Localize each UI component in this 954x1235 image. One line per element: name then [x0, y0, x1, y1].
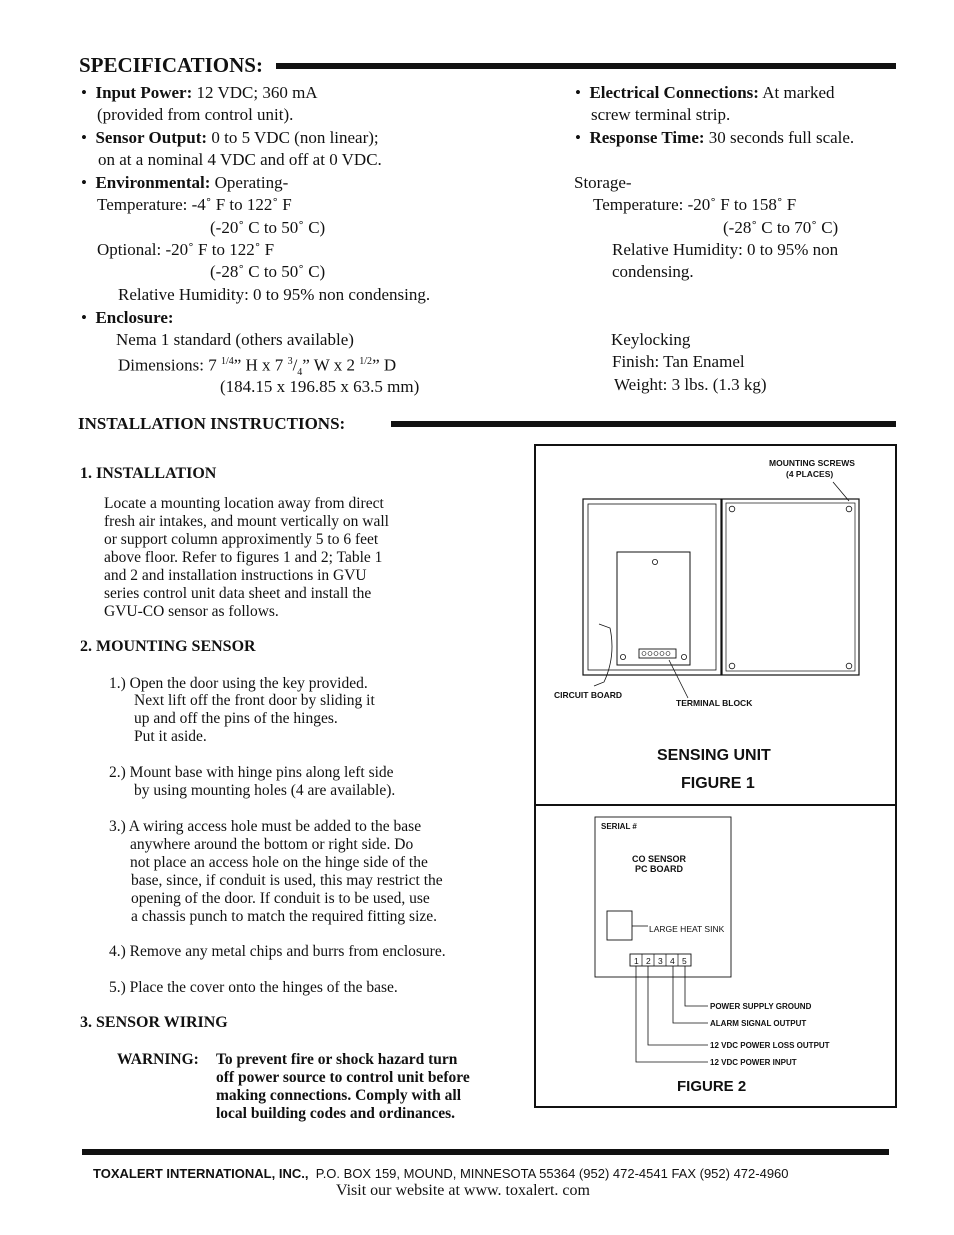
enclosure-nema: Nema 1 standard (others available) — [116, 330, 354, 349]
width-slash: / — [292, 355, 298, 375]
warning-line: local building codes and ordinances. — [216, 1105, 456, 1122]
width-denominator: 4 — [297, 367, 303, 379]
dimensions-mm: (184.15 x 196.85 x 63.5 mm) — [220, 377, 420, 396]
text-line: Locate a mounting location away from direct — [104, 495, 384, 512]
bullet: • — [81, 173, 87, 192]
dimensions-prefix: Dimensions: 7 — [118, 355, 221, 375]
terminal-3: 3 — [658, 956, 663, 966]
co-sensor-label: CO SENSOR — [632, 854, 687, 864]
input-power-cont: (provided from control unit). — [97, 105, 294, 124]
power-ground-label: POWER SUPPLY GROUND — [710, 1002, 812, 1011]
text-line: and 2 and installation instructions in GVU — [104, 567, 367, 584]
depth-unit: ” D — [372, 355, 397, 375]
optional-temperature-c: (-28˚ C to 50˚ C) — [210, 262, 326, 281]
width-unit: ” W x 2 — [302, 355, 360, 375]
bullet: • — [81, 308, 87, 327]
text-line: or support column approximently 5 to 6 feet — [104, 531, 379, 548]
heat-sink — [607, 911, 632, 940]
board-screw — [620, 654, 625, 659]
company-address: P.O. BOX 159, MOUND, MINNESOTA 55364 (952) 472-4541 FAX (952) 472-4960 — [315, 1166, 789, 1181]
storage-label: Storage- — [574, 173, 632, 192]
step3-line: a chassis punch to match the required fitting size. — [131, 908, 438, 925]
response-value: 30 seconds full scale. — [708, 128, 855, 147]
terminal-2: 2 — [646, 956, 651, 966]
power-loss-label: 12 VDC POWER LOSS OUTPUT — [710, 1041, 830, 1050]
storage-humidity-1: Relative Humidity: 0 to 95% non — [612, 240, 839, 259]
step2-line: by using mounting holes (4 are available). — [134, 782, 396, 799]
step3-line: not place an access hole on the hinge side of the — [130, 854, 428, 871]
input-power-line — [81, 82, 318, 104]
electrical-cont: screw terminal strip. — [591, 105, 731, 124]
installation-title: INSTALLATION INSTRUCTIONS: — [78, 414, 346, 433]
bullet: • — [575, 83, 581, 102]
specifications-rule — [276, 63, 896, 69]
storage-temperature: Temperature: -20˚ F to 158˚ F — [593, 195, 797, 214]
enclosure-label: Enclosure: — [95, 308, 174, 327]
storage-humidity-2: condensing. — [612, 262, 694, 281]
installation-heading: 1. INSTALLATION — [80, 465, 217, 482]
step3-line: opening of the door. If conduit is to be used, use — [131, 890, 430, 907]
text-line: fresh air intakes, and mount vertically on wall — [104, 513, 389, 530]
sensor-output-value: 0 to 5 VDC (non linear); — [211, 128, 379, 147]
electrical-value: At marked — [762, 83, 835, 102]
heat-sink-label: LARGE HEAT SINK — [649, 924, 725, 934]
circuit-board-outline — [617, 552, 690, 665]
step2-line: 2.) Mount base with hinge pins along left side — [109, 764, 394, 781]
environmental-label: Environmental: — [95, 173, 211, 192]
terminal-block — [639, 649, 676, 658]
step5-line: 5.) Place the cover onto the hinges of the base. — [109, 979, 398, 996]
terminal-screw — [660, 652, 664, 656]
footer-website: Visit our website at www. toxalert. com — [336, 1182, 590, 1199]
mounting-screws-label: MOUNTING SCREWS — [769, 458, 855, 468]
step3-line: base, since, if conduit is used, this may restrict the — [131, 872, 443, 889]
sensor-output-label: Sensor Output: — [95, 128, 208, 147]
warning-line: off power source to control unit before — [216, 1069, 470, 1086]
step3-line: 3.) A wiring access hole must be added to the base — [109, 818, 422, 835]
mounting-screw — [846, 506, 852, 512]
circuit-board-leader — [594, 624, 612, 686]
mounting-screw — [729, 663, 735, 669]
text-line: above floor. Refer to figures 1 and 2; Table 1 — [104, 549, 383, 566]
company-name: TOXALERT INTERNATIONAL, INC., — [93, 1166, 309, 1181]
terminal-block-label: TERMINAL BLOCK — [676, 698, 753, 708]
step1-line: 1.) Open the door using the key provided. — [109, 675, 368, 692]
environmental-value: Operating- — [214, 173, 289, 192]
mounting-screws-label-2: (4 PLACES) — [786, 469, 834, 479]
pc-board-outline — [595, 817, 731, 977]
wire-1-leader — [636, 966, 708, 1062]
figure1-title: SENSING UNIT — [657, 747, 771, 764]
terminal-block-leader — [669, 660, 688, 698]
electrical-line — [575, 82, 835, 104]
terminal-screw — [666, 652, 670, 656]
step3-line: anywhere around the bottom or right side. Do — [130, 836, 414, 853]
text-line: GVU-CO sensor as follows. — [104, 603, 279, 620]
board-screw — [652, 559, 657, 564]
keylocking: Keylocking — [611, 330, 691, 349]
response-label: Response Time: — [589, 128, 705, 147]
response-line — [575, 127, 854, 149]
sensor-output-line — [81, 127, 379, 149]
operating-temperature-c: (-20˚ C to 50˚ C) — [210, 218, 326, 237]
electrical-label: Electrical Connections: — [589, 83, 759, 102]
mounting-heading: 2. MOUNTING SENSOR — [80, 638, 256, 655]
installation-paragraph — [104, 495, 389, 621]
terminal-screw — [642, 652, 646, 656]
weight: Weight: 3 lbs. (1.3 kg) — [614, 375, 767, 394]
warning-label: WARNING: — [117, 1051, 199, 1068]
wire-4-leader — [673, 966, 708, 1023]
serial-label: SERIAL # — [601, 822, 637, 831]
environmental-line — [81, 172, 288, 194]
specifications-title: SPECIFICATIONS: — [79, 53, 263, 77]
terminal-4: 4 — [670, 956, 675, 966]
operating-humidity: Relative Humidity: 0 to 95% non condensing. — [118, 285, 431, 304]
enclosure-line — [81, 307, 174, 329]
enclosure-base-inner — [588, 504, 716, 670]
figure1-caption: FIGURE 1 — [681, 775, 755, 792]
bullet: • — [81, 83, 87, 102]
mounting-screws-leader — [833, 482, 849, 501]
terminal-screw — [654, 652, 658, 656]
circuit-board-label: CIRCUIT BOARD — [554, 690, 622, 700]
footer-rule — [82, 1149, 889, 1155]
warning-line: To prevent fire or shock hazard turn — [216, 1051, 458, 1068]
pc-board-label: PC BOARD — [635, 864, 684, 874]
wire-2-leader — [648, 966, 708, 1045]
depth-fraction: 1/2 — [359, 356, 373, 367]
height-fraction: 1/4 — [220, 356, 234, 367]
step1-line: Put it aside. — [134, 728, 207, 745]
finish: Finish: Tan Enamel — [612, 352, 745, 371]
mounting-screw — [729, 506, 735, 512]
wire-5-leader — [685, 966, 708, 1006]
footer-address-line — [93, 1166, 789, 1181]
mounting-screw — [846, 663, 852, 669]
step4-line: 4.) Remove any metal chips and burrs from enclosure. — [109, 943, 446, 960]
optional-temperature: Optional: -20˚ F to 122˚ F — [97, 240, 275, 259]
enclosure-door-inner — [726, 503, 855, 671]
input-power-value: 12 VDC; 360 mA — [196, 83, 318, 102]
operating-temperature: Temperature: -4˚ F to 122˚ F — [97, 195, 292, 214]
terminal-1: 1 — [634, 956, 639, 966]
alarm-output-label: ALARM SIGNAL OUTPUT — [710, 1019, 807, 1028]
storage-temperature-c: (-28˚ C to 70˚ C) — [723, 218, 839, 237]
step1-line: up and off the pins of the hinges. — [134, 710, 338, 727]
terminal-5: 5 — [682, 956, 687, 966]
bullet: • — [575, 128, 581, 147]
wiring-heading: 3. SENSOR WIRING — [80, 1014, 228, 1031]
bullet: • — [81, 128, 87, 147]
warning-line: making connections. Comply with all — [216, 1087, 462, 1104]
input-power-label: Input Power: — [95, 83, 193, 102]
text-line: series control unit data sheet and install the — [104, 585, 372, 602]
height-unit: ” H x 7 — [233, 355, 288, 375]
installation-rule — [391, 421, 896, 427]
enclosure-door — [722, 499, 859, 675]
width-numerator: 3 — [287, 356, 293, 367]
board-screw — [681, 654, 686, 659]
sensor-output-cont: on at a nominal 4 VDC and off at 0 VDC. — [98, 150, 382, 169]
terminal-screw — [648, 652, 652, 656]
figure2-caption: FIGURE 2 — [677, 1078, 747, 1095]
power-input-label: 12 VDC POWER INPUT — [710, 1058, 797, 1067]
step1-line: Next lift off the front door by sliding it — [134, 692, 375, 709]
